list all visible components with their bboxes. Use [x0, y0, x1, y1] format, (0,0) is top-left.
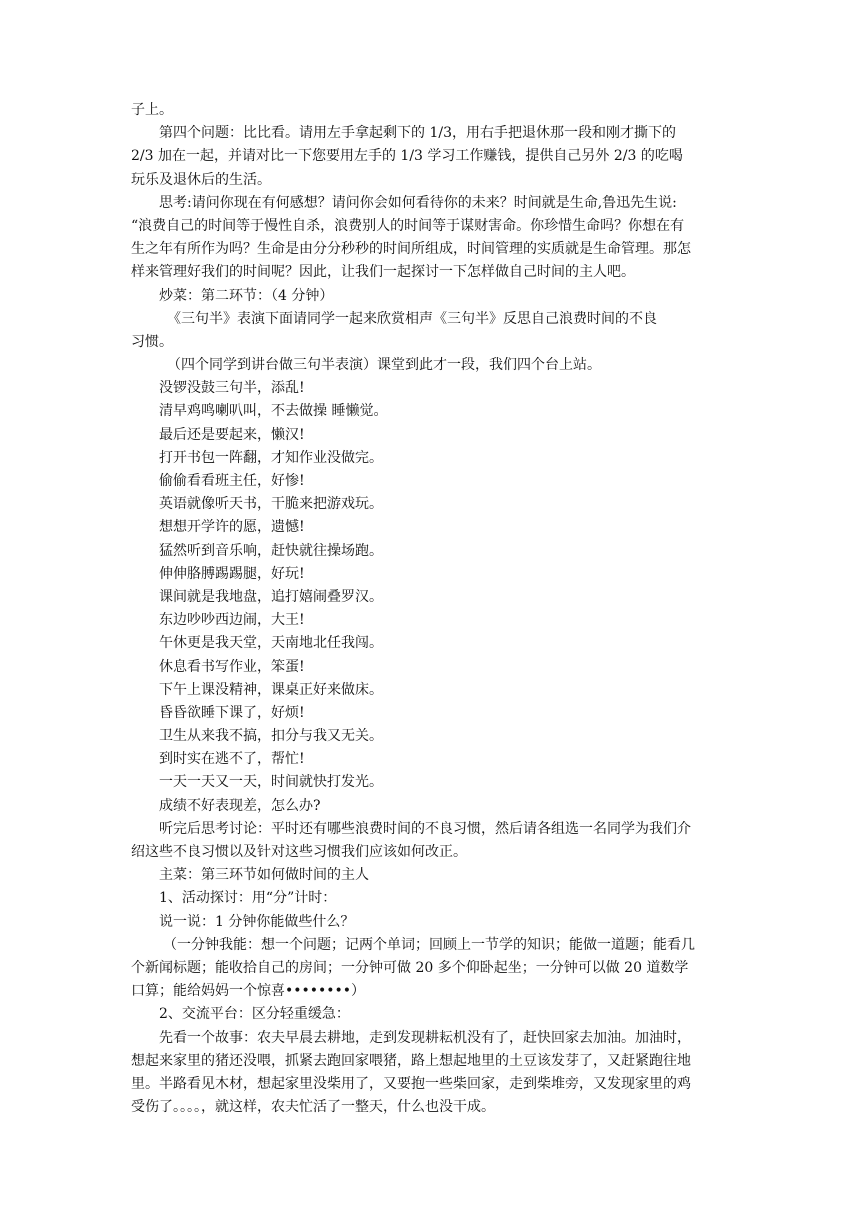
text-line: 绍这些不良习惯以及针对这些习惯我们应该如何改正。 — [131, 844, 467, 860]
text-line: （四个同学到讲台做三句半表演）课堂到此才一段，我们四个台上站。 — [167, 357, 601, 374]
poem-line: 英语就像听天书，干脆来把游戏玩。 — [159, 496, 383, 513]
text-line: 个新闻标题；能收拾自己的房间；一分钟可做 20 多个仰卧起坐；一分钟可以做 20 道数学 — [131, 959, 689, 976]
text-line: 生之年有所作为吗？生命是由分分秒秒的时间所组成，时间管理的实质就是生命管理。那怎 — [131, 241, 691, 258]
text-line: 《三句半》表演下面请同学一起来欣赏相声《三句半》反思自己浪费时间的不良 — [167, 310, 657, 327]
poem-line: 午休更是我天堂，天南地北任我闯。 — [159, 635, 383, 652]
text-line: 受伤了。。。。，就这样，农夫忙活了一整天，什么也没干成。 — [131, 1099, 495, 1116]
document-body — [131, 99, 731, 1119]
poem-line: 成绩不好表现差，怎么办? — [159, 797, 321, 814]
text-line: 习惯。 — [131, 333, 173, 350]
poem-line: 到时实在逃不了，帮忙! — [159, 751, 305, 768]
text-line: 1、活动探讨：用“分”计时： — [159, 890, 337, 907]
text-line: 说一说：1 分钟你能做些什么？ — [159, 913, 355, 930]
text-line: 样来管理好我们的时间呢？因此，让我们一起探讨一下怎样做自己时间的主人吧。 — [131, 264, 635, 281]
text-line: 子上。 — [131, 102, 173, 118]
text-line: 口算；能给妈妈一个惊喜••••••••） — [131, 983, 366, 1000]
section-heading: 主菜：第三环节如何做时间的主人 — [159, 867, 369, 884]
poem-line: 清早鸡鸣喇叭叫，不去做操 睡懒觉。 — [159, 403, 388, 420]
poem-line: 昏昏欲睡下课了，好烦! — [159, 704, 305, 721]
text-line: 先看一个故事：农夫早晨去耕地，走到发现耕耘机没有了，赶快回家去加油。加油时， — [159, 1029, 691, 1046]
text-line: “浪费自己的时间等于慢性自杀，浪费别人的时间等于谋财害命。你珍惜生命吗？你想在有 — [131, 217, 685, 234]
text-line: 2/3 加在一起，并请对比一下您要用左手的 1/3 学习工作赚钱，提供自己另外 2/3 的吃喝 — [131, 148, 683, 165]
text-line: （一分钟我能：想一个问题；记两个单词；回顾上一节学的知识；能做一道题；能看几 — [163, 936, 695, 953]
poem-line: 偷偷看看班主任，好惨! — [159, 473, 305, 489]
text-line: 第四个问题：比比看。请用左手拿起剩下的 1/3，用右手把退休那一段和刚才撕下的 — [159, 125, 676, 142]
text-line: 想起来家里的猪还没喂，抓紧去跑回家喂猪，路上想起地里的土豆该发芽了，又赶紧跑往地 — [131, 1052, 691, 1069]
poem-line: 休息看书写作业，笨蛋! — [159, 658, 305, 675]
poem-line: 一天一天又一天，时间就快打发光。 — [159, 774, 383, 791]
poem-line: 下午上课没精神，课桌正好来做床。 — [159, 681, 383, 698]
text-line: 玩乐及退休后的生活。 — [131, 171, 271, 188]
text-line: 里。半路看见木材，想起家里没柴用了，又要抱一些柴回家，走到柴堆旁，又发现家里的鸡 — [131, 1075, 691, 1092]
poem-line: 卫生从来我不搞，扣分与我又无关。 — [159, 728, 383, 745]
poem-line: 课间就是我地盘，追打嬉闹叠罗汉。 — [159, 588, 383, 605]
section-heading: 炒菜：第二环节：（4 分钟） — [159, 287, 334, 304]
poem-line: 想想开学许的愿，遗憾! — [159, 519, 305, 536]
poem-line: 伸伸胳膊踢踢腿，好玩! — [159, 565, 305, 582]
text-line: 听完后思考讨论：平时还有哪些浪费时间的不良习惯，然后请各组选一名同学为我们介 — [159, 820, 691, 837]
text-line: 2、交流平台：区分轻重缓急： — [159, 1006, 350, 1023]
poem-line: 打开书包一阵翻，才知作业没做完。 — [159, 449, 383, 466]
poem-line: 东边吵吵西边闹，大王! — [159, 612, 305, 629]
poem-line: 没锣没鼓三句半，添乱! — [159, 380, 305, 397]
poem-line: 最后还是要起来，懒汉! — [159, 426, 305, 443]
text-line: 思考:请问你现在有何感想？请问你会如何看待你的未来？时间就是生命,鲁迅先生说: — [159, 194, 677, 211]
poem-line: 猛然听到音乐响，赶快就往操场跑。 — [159, 542, 383, 559]
